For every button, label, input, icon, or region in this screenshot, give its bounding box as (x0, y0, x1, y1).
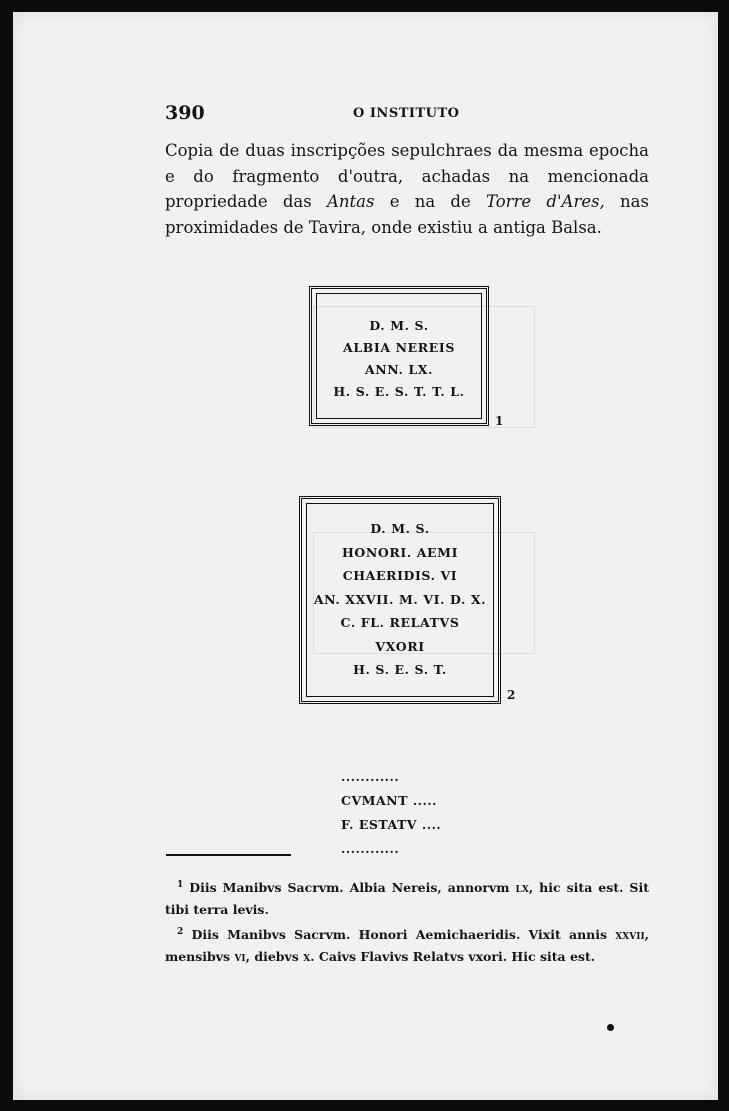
footnote-1-numeral: lx (515, 880, 529, 896)
intro-text: e na de (374, 192, 486, 211)
footnote-1 (165, 874, 649, 921)
fragment-line: ............ (341, 841, 400, 856)
page-number: 390 (165, 102, 205, 124)
inscription-line: ALBIA NEREIS (343, 340, 455, 355)
footnote-mark-1: 1 (495, 414, 504, 428)
fragment-inscription (341, 765, 461, 861)
ink-spot (607, 1024, 614, 1031)
footnote-2-numeral: x (303, 949, 311, 965)
footnote-2-numeral: xxvii (615, 927, 645, 943)
footnote-2-text: Diis Manibvs Sacrvm. Honori Aemichaeridis. Vixit annis (191, 927, 616, 943)
footnote-1-mark: 1 (177, 880, 184, 890)
inscription-2-frame (299, 496, 501, 704)
intro-italic-antas: Antas (326, 192, 375, 211)
intro-paragraph (165, 138, 649, 240)
intro-text: nas proximidades de Tavira, onde existiu a antiga Balsa. (165, 192, 649, 237)
inscription-1-frame (309, 286, 489, 426)
footnotes (165, 874, 649, 968)
inscription-line: ANN. LX. (364, 362, 434, 377)
running-title: O INSTITUTO (353, 106, 460, 121)
inscription-line: AN. XXVII. M. VI. D. X. (313, 591, 487, 607)
book-page (13, 12, 718, 1100)
inscription-line: VXORI (375, 638, 425, 654)
intro-italic-torre: Torre d'Ares, (485, 192, 605, 211)
footnote-1-text: , hic sita est. Sit tibi terra levis. (165, 880, 649, 918)
footnote-2-text: , diebvs (245, 949, 304, 965)
fragment-line: ............ (341, 769, 400, 784)
footnote-mark-2: 2 (507, 688, 516, 702)
footnote-2-text: , mensibvs (165, 927, 650, 965)
footnote-2-text: . Caivs Flavivs Relatvs vxori. Hic sita est. (310, 949, 596, 965)
inscription-line: H. S. E. S. T. T. L. (333, 384, 465, 399)
inscription-line: CHAERIDIS. VI (342, 568, 458, 583)
footnote-2 (165, 921, 649, 968)
footnote-2-mark: 2 (177, 927, 184, 938)
inscription-line: H. S. E. S. T. (353, 662, 447, 677)
inscription-line: C. FL. RELATVS (340, 615, 460, 630)
inscription-line: D. M. S. (369, 318, 429, 333)
fragment-line: F. ESTATV .... (341, 817, 442, 832)
footnote-2-numeral: vi (234, 949, 246, 965)
footnote-1-text: Diis Manibvs Sacrvm. Albia Nereis, annorvm (189, 880, 516, 896)
inscription-line: D. M. S. (370, 521, 430, 536)
inscription-line: HONORI. AEMI (341, 544, 459, 560)
intro-text: Copia de duas inscripções sepulchraes da mesma epocha e do fragmento d'outra, achadas na mencionada propriedade das (165, 141, 649, 211)
footnote-rule (166, 854, 291, 856)
fragment-line: CVMANT ..... (341, 793, 438, 808)
